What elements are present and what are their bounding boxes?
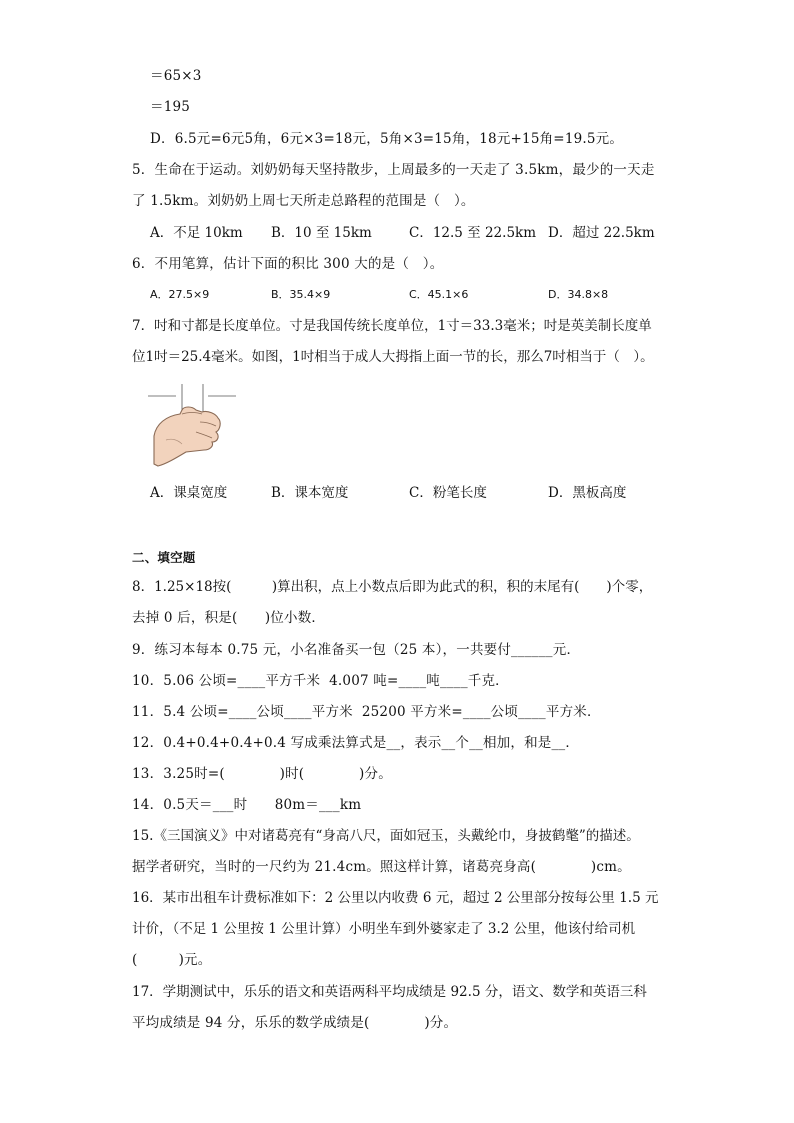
fill-line: 11．5.4 公顷=____公顷____平方米 25200 平方米=____公顷____平方米． xyxy=(132,704,601,720)
option-c: C．45.1×6 xyxy=(409,288,469,301)
fill-line: 去掉 0 后，积是( )位小数． xyxy=(132,610,326,626)
question-7-line-2: 位1吋＝25.4毫米。如图，1吋相当于成人大拇指上面一节的长，那么7吋相当于（ ）。 xyxy=(132,349,654,365)
fill-line: 据学者研究，当时的一尺约为 21.4cm。照这样计算，诸葛亮身高( )cm。 xyxy=(132,859,631,875)
fill-line: 14．0.5天＝___时 80m＝___km xyxy=(132,797,362,813)
option-d: D．黑板高度 xyxy=(548,485,627,501)
section-heading-fill-in: 二、填空题 xyxy=(132,550,196,565)
option-b: B．35.4×9 xyxy=(271,288,331,301)
fill-line: 17．学期测试中，乐乐的语文和英语两科平均成绩是 92.5 分，语文、数学和英语三科 xyxy=(132,984,647,1000)
option-d: D．34.8×8 xyxy=(548,288,609,301)
option-c: C．12.5 至 22.5km xyxy=(409,225,537,241)
fill-line: 10．5.06 公顷=____平方千米 4.007 吨=____吨____千克． xyxy=(132,673,509,689)
question-7-line-1: 7．吋和寸都是长度单位。寸是我国传统长度单位，1寸＝33.3毫米；吋是英美制长度单 xyxy=(132,318,652,334)
option-a: A．27.5×9 xyxy=(150,288,210,301)
question-5-line-1: 5．生命在于运动。刘奶奶每天坚持散步，上周最多的一天走了 3.5km，最少的一天走 xyxy=(132,162,655,178)
option-a: A．不足 10km xyxy=(150,225,243,241)
fill-line: 12．0.4+0.4+0.4+0.4 写成乘法算式是__，表示__个__相加，和是__． xyxy=(132,735,580,751)
solution-line-2: ＝195 xyxy=(150,99,191,115)
question-5-line-2: 了 1.5km。刘奶奶上周七天所走总路程的范围是（ ）。 xyxy=(132,193,475,209)
solution-line-3: D．6.5元=6元5角，6元×3=18元，5角×3=15角，18元+15角=19.5元。 xyxy=(150,131,624,147)
fill-line: ( )元。 xyxy=(132,952,212,968)
option-b: B．课本宽度 xyxy=(271,485,349,501)
fill-line: 9．练习本每本 0.75 元，小名准备买一包（25 本），一共要付______元． xyxy=(132,642,581,658)
thumb-inch-illustration xyxy=(146,380,240,472)
question-6-line-1: 6．不用笔算，估计下面的积比 300 大的是（ ）。 xyxy=(132,256,444,272)
solution-line-1: ＝65×3 xyxy=(150,68,202,84)
fill-line: 15.《三国演义》中对诸葛亮有“身高八尺，面如冠玉，头戴纶巾，身披鹤氅”的描述。 xyxy=(132,828,640,844)
fill-line: 8．1.25×18按( )算出积，点上小数点后即为此式的积，积的末尾有( )个零， xyxy=(132,579,653,595)
option-b: B．10 至 15km xyxy=(271,225,372,241)
fill-line: 平均成绩是 94 分，乐乐的数学成绩是( )分。 xyxy=(132,1015,458,1031)
fill-line: 16．某市出租车计费标准如下：2 公里以内收费 6 元，超过 2 公里部分按每公里 1.5 元 xyxy=(132,890,659,906)
option-d: D．超过 22.5km xyxy=(548,225,655,241)
fill-line: 计价，（不足 1 公里按 1 公里计算）小明坐车到外婆家走了 3.2 公里，他该付给司机 xyxy=(132,921,636,937)
option-c: C．粉笔长度 xyxy=(409,485,487,501)
option-a: A．课桌宽度 xyxy=(150,485,228,501)
fill-line: 13．3.25时=( )时( )分。 xyxy=(132,766,392,782)
